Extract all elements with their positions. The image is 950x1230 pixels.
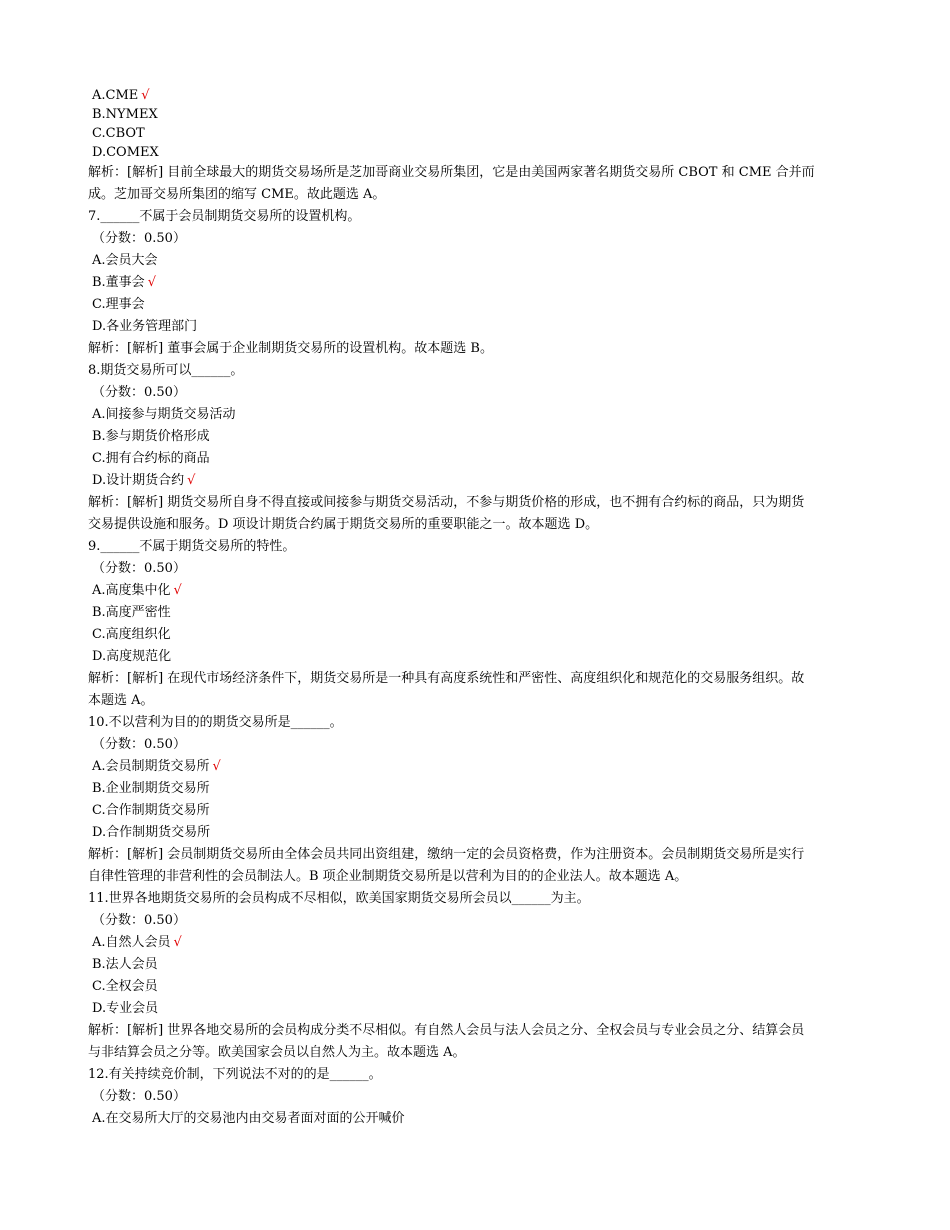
option-c: C.理事会 <box>92 297 145 312</box>
option-b: B.企业制期货交易所 <box>92 781 210 796</box>
question-text: 7.______不属于会员制期货交易所的设置机构。 <box>88 209 361 224</box>
option-d: D.专业会员 <box>92 1001 159 1016</box>
score: （分数：0.50） <box>92 913 186 928</box>
analysis: 解析：[解析] 董事会属于企业制期货交易所的设置机构。故本题选 B。 <box>88 341 493 356</box>
question-8 <box>0 360 950 536</box>
option-c: C.拥有合约标的商品 <box>92 451 210 466</box>
correct-check-icon: √ <box>173 935 182 950</box>
question-text: 11.世界各地期货交易所的会员构成不尽相似，欧美国家期货交易所会员以______为主。 <box>88 891 590 906</box>
score: （分数：0.50） <box>92 737 186 752</box>
option-b: B.董事会 √ <box>92 275 156 290</box>
score: （分数：0.50） <box>92 231 186 246</box>
score: （分数：0.50） <box>92 561 186 576</box>
option-b: B.NYMEX <box>92 107 158 122</box>
option-d: D.设计期货合约 √ <box>92 473 196 488</box>
analysis: 解析：[解析] 期货交易所自身不得直接或间接参与期货交易活动，不参与期货价格的形成，也不拥有合约标的商品，只为期货 交易提供设施和服务。D 项设计期货合约属于期货交易所的重要职能之一。故本题选 D。 <box>88 495 805 532</box>
question-9 <box>0 536 950 712</box>
option-b: B.参与期货价格形成 <box>92 429 210 444</box>
question-text: 9.______不属于期货交易所的特性。 <box>88 539 296 554</box>
option-d: D.COMEX <box>92 145 159 160</box>
question-text: 8.期货交易所可以______。 <box>88 363 244 378</box>
question-12 <box>0 1064 950 1130</box>
option-a: A.会员制期货交易所 √ <box>92 759 221 774</box>
question-text: 12.有关持续竞价制，下列说法不对的的是______。 <box>88 1067 382 1082</box>
analysis: 解析：[解析] 会员制期货交易所由全体会员共同出资组建，缴纳一定的会员资格费，作为注册资本。会员制期货交易所是实行 自律性管理的非营利性的会员制法人。B 项企业制期货交易所是以营利为目的的企业法人。故本题选 A。 <box>88 847 805 884</box>
question-11 <box>0 888 950 1064</box>
option-a: A.会员大会 <box>92 253 158 268</box>
option-d: D.高度规范化 <box>92 649 172 664</box>
question-10 <box>0 712 950 888</box>
question-text: 10.不以营利为目的的期货交易所是______。 <box>88 715 343 730</box>
option-a: A.高度集中化 √ <box>92 583 182 598</box>
exam-page <box>0 86 950 1130</box>
question-7 <box>0 206 950 360</box>
option-c: C.高度组织化 <box>92 627 171 642</box>
analysis: 解析：[解析] 世界各地交易所的会员构成分类不尽相似。有自然人会员与法人会员之分、全权会员与专业会员之分、结算会员 与非结算会员之分等。欧美国家会员以自然人为主。故本题选 A。 <box>88 1023 805 1060</box>
option-b: B.高度严密性 <box>92 605 171 620</box>
option-c: C.CBOT <box>92 126 145 141</box>
analysis: 解析：[解析] 在现代市场经济条件下，期货交易所是一种具有高度系统性和严密性、高度组织化和规范化的交易服务组织。故 本题选 A。 <box>88 671 805 708</box>
option-c: C.全权会员 <box>92 979 158 994</box>
analysis: 解析：[解析] 目前全球最大的期货交易场所是芝加哥商业交易所集团，它是由美国两家著名期货交易所 CBOT 和 CME 合并而 成。芝加哥交易所集团的缩写 CME。故此题选 A。 <box>88 165 815 202</box>
option-a: A.CME √ <box>92 88 150 103</box>
correct-check-icon: √ <box>173 583 182 598</box>
option-a: A.在交易所大厅的交易池内由交易者面对面的公开喊价 <box>92 1111 405 1126</box>
correct-check-icon: √ <box>212 759 221 774</box>
option-b: B.法人会员 <box>92 957 158 972</box>
option-a: A.间接参与期货交易活动 <box>92 407 236 422</box>
correct-check-icon: √ <box>141 88 150 103</box>
option-a: A.自然人会员 √ <box>92 935 182 950</box>
score: （分数：0.50） <box>92 385 186 400</box>
question-6 <box>0 86 950 206</box>
option-d: D.各业务管理部门 <box>92 319 198 334</box>
option-d: D.合作制期货交易所 <box>92 825 211 840</box>
correct-check-icon: √ <box>147 275 156 290</box>
score: （分数：0.50） <box>92 1089 186 1104</box>
option-c: C.合作制期货交易所 <box>92 803 210 818</box>
correct-check-icon: √ <box>187 473 196 488</box>
